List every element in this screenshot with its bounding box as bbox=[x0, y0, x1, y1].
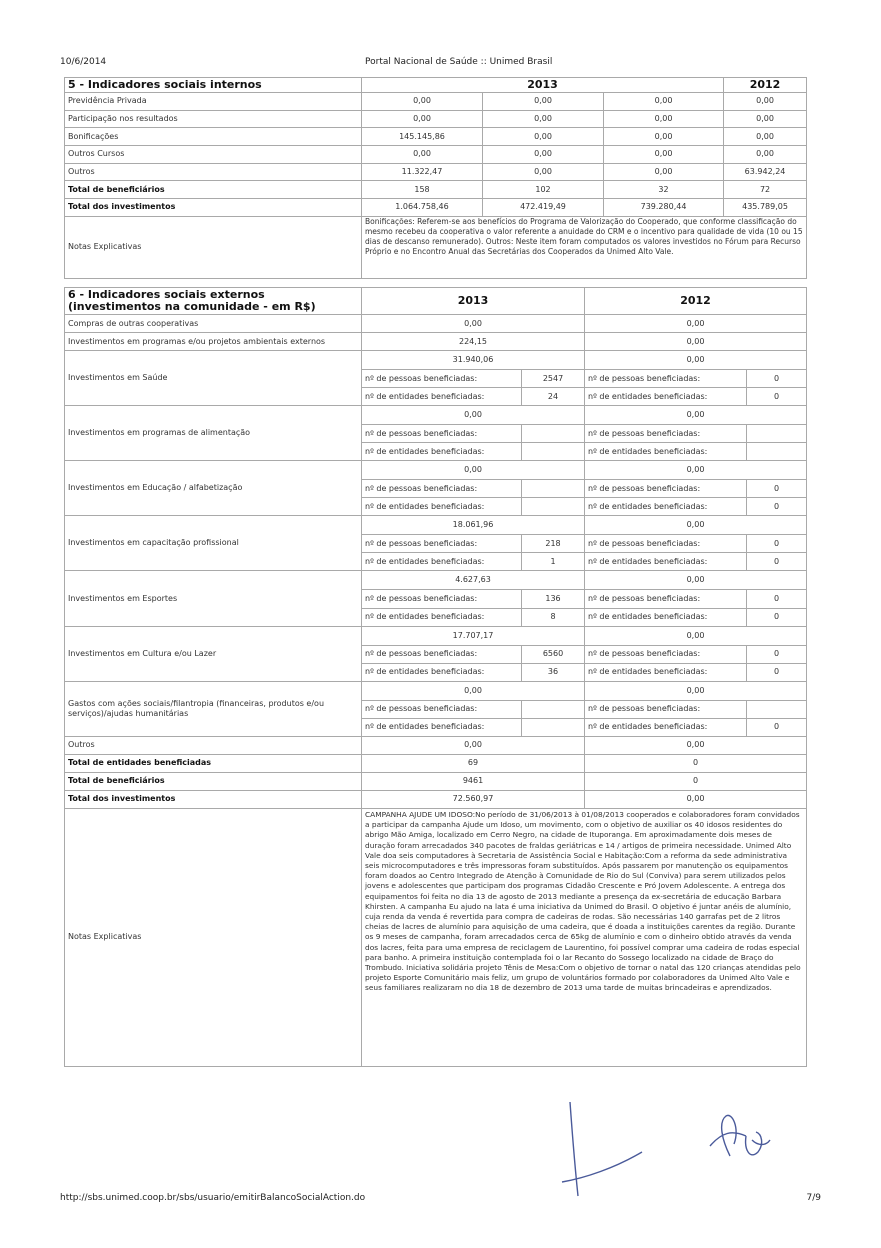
entities-label: nº de entidades beneficiadas: bbox=[362, 443, 522, 461]
row-label: Previdência Privada bbox=[65, 93, 362, 111]
entities-count: 0 bbox=[747, 498, 807, 516]
print-date: 10/6/2014 bbox=[60, 57, 107, 67]
value-cell: 0,00 bbox=[585, 790, 807, 808]
notes-row bbox=[65, 216, 807, 278]
table-row bbox=[65, 163, 807, 181]
row-label: Participação nos resultados bbox=[65, 110, 362, 128]
value-cell: 0,00 bbox=[483, 93, 604, 111]
entities-label: nº de entidades beneficiadas: bbox=[585, 718, 747, 736]
entities-label: nº de entidades beneficiadas: bbox=[585, 608, 747, 626]
people-count: 218 bbox=[522, 535, 585, 553]
value-cell: 0,00 bbox=[604, 128, 724, 146]
external-indicators-table bbox=[64, 287, 807, 1067]
investment-row bbox=[65, 516, 807, 535]
people-count: 2547 bbox=[522, 370, 585, 388]
value-cell: 11.322,47 bbox=[362, 163, 483, 181]
value-cell: 18.061,96 bbox=[362, 516, 585, 535]
entities-count: 0 bbox=[747, 388, 807, 406]
row-label: Total de entidades beneficiadas bbox=[65, 754, 362, 772]
people-label: nº de pessoas beneficiadas: bbox=[362, 700, 522, 718]
table-row bbox=[65, 199, 807, 217]
notes-label: Notas Explicativas bbox=[65, 808, 362, 1066]
people-label: nº de pessoas beneficiadas: bbox=[585, 535, 747, 553]
value-cell: 0,00 bbox=[483, 146, 604, 164]
value-cell: 31.940,06 bbox=[362, 351, 585, 370]
table-row bbox=[65, 754, 807, 772]
entities-count: 8 bbox=[522, 608, 585, 626]
value-cell: 158 bbox=[362, 181, 483, 199]
row-label: Total dos investimentos bbox=[65, 199, 362, 217]
value-cell: 739.280,44 bbox=[604, 199, 724, 217]
value-cell: 0,00 bbox=[362, 406, 585, 425]
notes-text: Bonificações: Referem-se aos benefícios do Programa de Valorização do Cooperado, que conforme classificação do mesmo recebeu da cooperativa o valor referente a anuidade do CRM e o incentivo para qualidade de vida (10 ou 15 dias de descanso remunerado). Outros: Neste item foram computados os valores investidos no Fórum para Recurso Próprio e no Encontro Anual das Secretárias dos Cooperados da Unimed Alto Vale. bbox=[362, 216, 807, 278]
value-cell: 145.145,86 bbox=[362, 128, 483, 146]
people-label: nº de pessoas beneficiadas: bbox=[362, 645, 522, 663]
people-count bbox=[747, 700, 807, 718]
table-row bbox=[65, 772, 807, 790]
value-cell: 0,00 bbox=[585, 351, 807, 370]
section-title: 5 - Indicadores sociais internos bbox=[65, 78, 362, 93]
people-count: 6560 bbox=[522, 645, 585, 663]
row-label: Outros Cursos bbox=[65, 146, 362, 164]
value-cell: 435.789,05 bbox=[724, 199, 807, 217]
year-header: 2013 bbox=[362, 288, 585, 315]
entities-label: nº de entidades beneficiadas: bbox=[362, 388, 522, 406]
entities-count: 1 bbox=[522, 553, 585, 571]
value-cell: 0,00 bbox=[362, 461, 585, 480]
value-cell: 0,00 bbox=[585, 461, 807, 480]
row-label: Gastos com ações sociais/filantropia (financeiras, produtos e/ou serviços)/ajudas humanitárias bbox=[65, 681, 362, 736]
entities-count bbox=[747, 443, 807, 461]
value-cell: 0,00 bbox=[362, 681, 585, 700]
notes-label: Notas Explicativas bbox=[65, 216, 362, 278]
entities-label: nº de entidades beneficiadas: bbox=[362, 663, 522, 681]
people-label: nº de pessoas beneficiadas: bbox=[585, 645, 747, 663]
people-label: nº de pessoas beneficiadas: bbox=[362, 535, 522, 553]
investment-row bbox=[65, 461, 807, 480]
entities-label: nº de entidades beneficiadas: bbox=[585, 443, 747, 461]
row-label: Investimentos em Esportes bbox=[65, 571, 362, 626]
value-cell: 0,00 bbox=[585, 571, 807, 590]
value-cell: 0,00 bbox=[585, 681, 807, 700]
value-cell: 0,00 bbox=[585, 406, 807, 425]
row-label: Investimentos em capacitação profissional bbox=[65, 516, 362, 571]
value-cell: 0,00 bbox=[585, 333, 807, 351]
people-count: 0 bbox=[747, 370, 807, 388]
value-cell: 0,00 bbox=[604, 93, 724, 111]
row-label: Investimentos em Educação / alfabetização bbox=[65, 461, 362, 516]
value-cell: 472.419,49 bbox=[483, 199, 604, 217]
investment-row bbox=[65, 681, 807, 700]
people-count bbox=[522, 480, 585, 498]
entities-count bbox=[522, 443, 585, 461]
table-row bbox=[65, 181, 807, 199]
entities-count bbox=[522, 718, 585, 736]
page-title: Portal Nacional de Saúde :: Unimed Brasil bbox=[365, 57, 553, 67]
people-label: nº de pessoas beneficiadas: bbox=[585, 425, 747, 443]
people-count: 0 bbox=[747, 535, 807, 553]
value-cell: 0,00 bbox=[604, 146, 724, 164]
people-count: 136 bbox=[522, 590, 585, 608]
investment-row bbox=[65, 351, 807, 370]
entities-count: 0 bbox=[747, 718, 807, 736]
entities-label: nº de entidades beneficiadas: bbox=[585, 553, 747, 571]
value-cell: 102 bbox=[483, 181, 604, 199]
value-cell: 0 bbox=[585, 754, 807, 772]
people-label: nº de pessoas beneficiadas: bbox=[585, 590, 747, 608]
value-cell: 0,00 bbox=[362, 93, 483, 111]
people-count: 0 bbox=[747, 645, 807, 663]
value-cell: 0,00 bbox=[604, 163, 724, 181]
value-cell: 0,00 bbox=[362, 315, 585, 333]
notes-text: CAMPANHA AJUDE UM IDOSO:No período de 31/06/2013 à 01/08/2013 cooperados e colaboradores foram convidados a participar da campanha Ajude um Idoso, um movimento, com o objetivo de auxiliar os 40 idosos residentes do abrigo Mão Amiga, localizado em Cerro Negro, na cidade de Ituporanga. Em aproximadamente dois meses de duração foram arrecadados 340 pacotes de fraldas geriátricas e 14 / artigos de primeira necessidade. Unimed Alto Vale doa seis computadores à Secretaria de Assistência Social e Habitação:Com a reforma da sede administrativa seis microcomputadores e três impressoras foram substituídos. Após passarem por manutenção os equipamentos foram doados ao Centro Integrado de Atenção à Comunidade de Rio do Sul (Conviva) para serem utilizados pelos jovens e adolescentes que participam dos programas Cidadão Crescente e Pró Jovem Adolescente. A entrega dos equipamentos foi feita no dia 13 de agosto de 2013 mediante a presença da ex-secretária de educação Barbara Khirsten. A campanha Eu ajudo na lata é uma iniciativa da Unimed do Brasil. O objetivo é juntar anéis de alumínio, cuja renda da venda é revertida para compra de cadeiras de rodas. São necessárias 140 garrafas pet de 2 litros cheias de lacres de alumínio para aquisição de uma cadeira, que é doada a instituições carentes da região. Durante os 9 meses de campanha, foram arrecadados cerca de 65kg de alumínio e com o dinheiro obtido através da venda dos lacres, feita para uma empresa de reciclagem de Laurentino, foi possível comprar uma cadeira de rodas especial para banho. A primeira instituição contemplada foi o lar Recanto do Sossego localizado na cidade de Braço do Trombudo. Iniciativa solidária projeto Tênis de Mesa:Com o objetivo de tornar o natal das 120 crianças atendidas pelo projeto Esporte Comunitário mais feliz, um grupo de voluntários formado por colaboradores da Unimed Alto Vale e seus familiares realizaram no dia 18 de dezembro de 2013 uma tarde de muitas brincadeiras e aprendizados. bbox=[362, 808, 807, 1066]
entities-count: 24 bbox=[522, 388, 585, 406]
value-cell: 0,00 bbox=[483, 128, 604, 146]
people-label: nº de pessoas beneficiadas: bbox=[585, 700, 747, 718]
row-label: Total dos investimentos bbox=[65, 790, 362, 808]
people-count bbox=[522, 700, 585, 718]
value-cell: 1.064.758,46 bbox=[362, 199, 483, 217]
investment-row bbox=[65, 626, 807, 645]
value-cell: 0,00 bbox=[585, 736, 807, 754]
value-cell: 0,00 bbox=[585, 626, 807, 645]
entities-label: nº de entidades beneficiadas: bbox=[585, 388, 747, 406]
table-row bbox=[65, 110, 807, 128]
people-count bbox=[522, 425, 585, 443]
value-cell: 0,00 bbox=[483, 163, 604, 181]
section-title: 6 - Indicadores sociais externos (investimentos na comunidade - em R$) bbox=[65, 288, 362, 315]
row-label: Investimentos em programas de alimentação bbox=[65, 406, 362, 461]
investment-row bbox=[65, 571, 807, 590]
page-header bbox=[60, 57, 821, 71]
people-count: 0 bbox=[747, 480, 807, 498]
value-cell: 0,00 bbox=[724, 128, 807, 146]
internal-indicators-table bbox=[64, 77, 807, 279]
row-label: Bonificações bbox=[65, 128, 362, 146]
table-row bbox=[65, 128, 807, 146]
row-label: Total de beneficiários bbox=[65, 181, 362, 199]
entities-count: 0 bbox=[747, 663, 807, 681]
value-cell: 0,00 bbox=[724, 93, 807, 111]
entities-label: nº de entidades beneficiadas: bbox=[362, 498, 522, 516]
row-label: Investimentos em Cultura e/ou Lazer bbox=[65, 626, 362, 681]
table-row bbox=[65, 93, 807, 111]
page-footer bbox=[60, 1193, 821, 1207]
value-cell: 0,00 bbox=[362, 110, 483, 128]
value-cell: 0,00 bbox=[362, 736, 585, 754]
value-cell: 72.560,97 bbox=[362, 790, 585, 808]
row-label: Outros bbox=[65, 736, 362, 754]
table-row bbox=[65, 333, 807, 351]
value-cell: 0 bbox=[585, 772, 807, 790]
entities-count: 0 bbox=[747, 608, 807, 626]
value-cell: 0,00 bbox=[724, 146, 807, 164]
value-cell: 9461 bbox=[362, 772, 585, 790]
value-cell: 0,00 bbox=[483, 110, 604, 128]
row-label: Investimentos em programas e/ou projetos ambientais externos bbox=[65, 333, 362, 351]
signature-image bbox=[560, 1100, 800, 1200]
value-cell: 32 bbox=[604, 181, 724, 199]
table-row bbox=[65, 790, 807, 808]
people-label: nº de pessoas beneficiadas: bbox=[362, 590, 522, 608]
value-cell: 72 bbox=[724, 181, 807, 199]
people-label: nº de pessoas beneficiadas: bbox=[585, 370, 747, 388]
row-label: Outros bbox=[65, 163, 362, 181]
entities-count bbox=[522, 498, 585, 516]
value-cell: 0,00 bbox=[604, 110, 724, 128]
entities-count: 36 bbox=[522, 663, 585, 681]
people-label: nº de pessoas beneficiadas: bbox=[362, 425, 522, 443]
value-cell: 0,00 bbox=[362, 146, 483, 164]
value-cell: 69 bbox=[362, 754, 585, 772]
value-cell: 0,00 bbox=[585, 315, 807, 333]
handwritten-signatures bbox=[560, 1100, 800, 1204]
value-cell: 0,00 bbox=[724, 110, 807, 128]
value-cell: 224,15 bbox=[362, 333, 585, 351]
year-header: 2012 bbox=[724, 78, 807, 93]
entities-label: nº de entidades beneficiadas: bbox=[362, 608, 522, 626]
value-cell: 17.707,17 bbox=[362, 626, 585, 645]
table-row bbox=[65, 146, 807, 164]
page-number: 7/9 bbox=[806, 1193, 821, 1203]
value-cell: 0,00 bbox=[585, 516, 807, 535]
row-label: Investimentos em Saúde bbox=[65, 351, 362, 406]
entities-label: nº de entidades beneficiadas: bbox=[362, 718, 522, 736]
entities-count: 0 bbox=[747, 553, 807, 571]
row-label: Total de beneficiários bbox=[65, 772, 362, 790]
people-label: nº de pessoas beneficiadas: bbox=[362, 370, 522, 388]
investment-row bbox=[65, 406, 807, 425]
value-cell: 63.942,24 bbox=[724, 163, 807, 181]
year-header: 2013 bbox=[362, 78, 724, 93]
people-count bbox=[747, 425, 807, 443]
entities-label: nº de entidades beneficiadas: bbox=[362, 553, 522, 571]
people-count: 0 bbox=[747, 590, 807, 608]
people-label: nº de pessoas beneficiadas: bbox=[362, 480, 522, 498]
table-row bbox=[65, 315, 807, 333]
value-cell: 4.627,63 bbox=[362, 571, 585, 590]
year-header: 2012 bbox=[585, 288, 807, 315]
notes-row bbox=[65, 808, 807, 1066]
people-label: nº de pessoas beneficiadas: bbox=[585, 480, 747, 498]
entities-label: nº de entidades beneficiadas: bbox=[585, 663, 747, 681]
page-url[interactable]: http://sbs.unimed.coop.br/sbs/usuario/emitirBalancoSocialAction.do bbox=[60, 1193, 366, 1203]
row-label: Compras de outras cooperativas bbox=[65, 315, 362, 333]
table-row bbox=[65, 736, 807, 754]
entities-label: nº de entidades beneficiadas: bbox=[585, 498, 747, 516]
